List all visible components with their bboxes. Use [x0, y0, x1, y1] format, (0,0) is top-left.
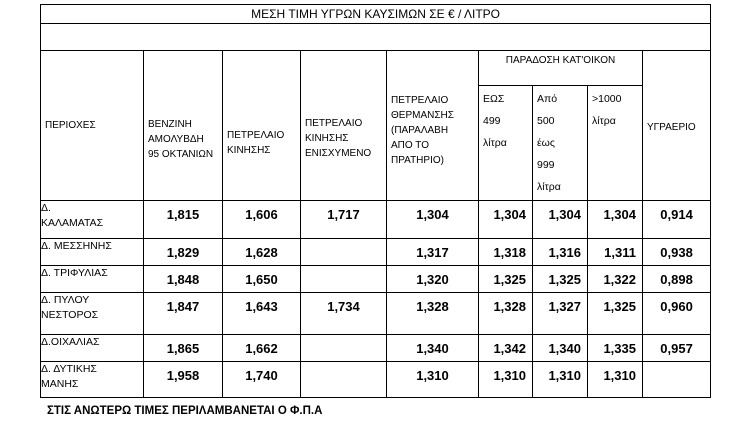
- delivery-500-999-price-cell: 1,340: [533, 335, 588, 362]
- table-row: [41, 362, 711, 398]
- delivery-over-1000-price-cell: 1,325: [588, 293, 643, 335]
- delivery-upto-499-price-cell: 1,342: [479, 335, 533, 362]
- header-diesel-enhanced: ΠΕΤΡΕΛΑΙΟ ΚΙΝΗΣΗΣ ΕΝΙΣΧΥΜΕΝΟ: [301, 51, 387, 201]
- delivery-upto-499-price-cell: 1,304: [479, 201, 533, 239]
- heating-price-cell: 1,340: [387, 335, 479, 362]
- header-delivery-over-1000: >1000 λίτρα: [588, 86, 643, 201]
- delivery-over-1000-price-cell: 1,304: [588, 201, 643, 239]
- heating-price-cell: 1,328: [387, 293, 479, 335]
- diesel-enhanced-price-cell: [301, 266, 387, 293]
- diesel-price-cell: 1,643: [223, 293, 301, 335]
- table-row: [41, 239, 711, 266]
- delivery-upto-499-price-cell: 1,318: [479, 239, 533, 266]
- diesel-enhanced-price-cell: [301, 239, 387, 266]
- table-row: [41, 293, 711, 335]
- heating-price-cell: 1,320: [387, 266, 479, 293]
- table-row: [41, 335, 711, 362]
- delivery-over-1000-price-cell: 1,322: [588, 266, 643, 293]
- diesel-price-cell: 1,662: [223, 335, 301, 362]
- unleaded-price-cell: 1,829: [144, 239, 223, 266]
- delivery-500-999-price-cell: 1,325: [533, 266, 588, 293]
- header-diesel: ΠΕΤΡΕΛΑΙΟ ΚΙΝΗΣΗΣ: [223, 51, 301, 201]
- region-cell: Δ.ΟΙΧΑΛΙΑΣ: [41, 335, 144, 362]
- header-delivery: ΠΑΡΑΔΟΣΗ ΚΑΤ'ΟΙΚΟΝ: [479, 51, 643, 86]
- delivery-500-999-price-cell: 1,304: [533, 201, 588, 239]
- delivery-over-1000-price-cell: 1,311: [588, 239, 643, 266]
- region-cell: Δ. ΚΑΛΑΜΑΤΑΣ: [41, 201, 144, 239]
- unleaded-price-cell: 1,848: [144, 266, 223, 293]
- header-regions: ΠΕΡΙΟΧΕΣ: [41, 51, 144, 201]
- delivery-500-999-price-cell: 1,310: [533, 362, 588, 398]
- lpg-price-cell: 0,914: [643, 201, 711, 239]
- delivery-upto-499-price-cell: 1,325: [479, 266, 533, 293]
- lpg-price-cell: 0,960: [643, 293, 711, 335]
- delivery-upto-499-price-cell: 1,310: [479, 362, 533, 398]
- diesel-enhanced-price-cell: 1,734: [301, 293, 387, 335]
- diesel-price-cell: 1,650: [223, 266, 301, 293]
- delivery-over-1000-price-cell: 1,335: [588, 335, 643, 362]
- region-cell: Δ. ΤΡΙΦΥΛΙΑΣ: [41, 266, 144, 293]
- data-rows: [41, 201, 711, 398]
- unleaded-price-cell: 1,815: [144, 201, 223, 239]
- header-delivery-500-999: Από 500 έως 999 λίτρα: [533, 86, 588, 201]
- diesel-price-cell: 1,740: [223, 362, 301, 398]
- delivery-upto-499-price-cell: 1,328: [479, 293, 533, 335]
- diesel-price-cell: 1,606: [223, 201, 301, 239]
- heating-price-cell: 1,310: [387, 362, 479, 398]
- unleaded-price-cell: 1,865: [144, 335, 223, 362]
- vat-note: ΣΤΙΣ ΑΝΩΤΕΡΩ ΤΙΜΕΣ ΠΕΡΙΛΑΜΒΑΝΕΤΑΙ Ο Φ.Π.Α: [47, 405, 323, 417]
- lpg-price-cell: [643, 362, 711, 398]
- region-cell: Δ. ΔΥΤΙΚΗΣ ΜΑΝΗΣ: [41, 362, 144, 398]
- diesel-enhanced-price-cell: [301, 335, 387, 362]
- unleaded-price-cell: 1,847: [144, 293, 223, 335]
- unleaded-price-cell: 1,958: [144, 362, 223, 398]
- table-row: [41, 266, 711, 293]
- diesel-enhanced-price-cell: [301, 362, 387, 398]
- fuel-price-table: [40, 4, 711, 398]
- delivery-500-999-price-cell: 1,316: [533, 239, 588, 266]
- lpg-price-cell: 0,938: [643, 239, 711, 266]
- header-unleaded: ΒΕΝΖΙΝΗ ΑΜΟΛΥΒΔΗ 95 ΟΚΤΑΝΙΩΝ: [144, 51, 223, 201]
- region-cell: Δ. ΠΥΛΟΥ ΝΕΣΤΟΡΟΣ: [41, 293, 144, 335]
- table-title: ΜΕΣΗ ΤΙΜΗ ΥΓΡΩΝ ΚΑΥΣΙΜΩΝ ΣΕ € / ΛΙΤΡΟ: [41, 5, 711, 24]
- heating-price-cell: 1,304: [387, 201, 479, 239]
- blank-row: [41, 24, 711, 51]
- delivery-500-999-price-cell: 1,327: [533, 293, 588, 335]
- header-heating: ΠΕΤΡΕΛΑΙΟ ΘΕΡΜΑΝΣΗΣ (ΠΑΡΑΛΑΒΗ ΑΠΟ ΤΟ ΠΡΑΤΗΡΙΟ): [387, 51, 479, 201]
- table-row: [41, 201, 711, 239]
- diesel-price-cell: 1,628: [223, 239, 301, 266]
- delivery-over-1000-price-cell: 1,310: [588, 362, 643, 398]
- region-cell: Δ. ΜΕΣΣΗΝΗΣ: [41, 239, 144, 266]
- header-lpg: ΥΓΡΑΕΡΙΟ: [643, 51, 711, 201]
- lpg-price-cell: 0,957: [643, 335, 711, 362]
- lpg-price-cell: 0,898: [643, 266, 711, 293]
- heating-price-cell: 1,317: [387, 239, 479, 266]
- header-row-1: [41, 51, 711, 86]
- diesel-enhanced-price-cell: 1,717: [301, 201, 387, 239]
- header-delivery-upto-499: ΕΩΣ 499 λίτρα: [479, 86, 533, 201]
